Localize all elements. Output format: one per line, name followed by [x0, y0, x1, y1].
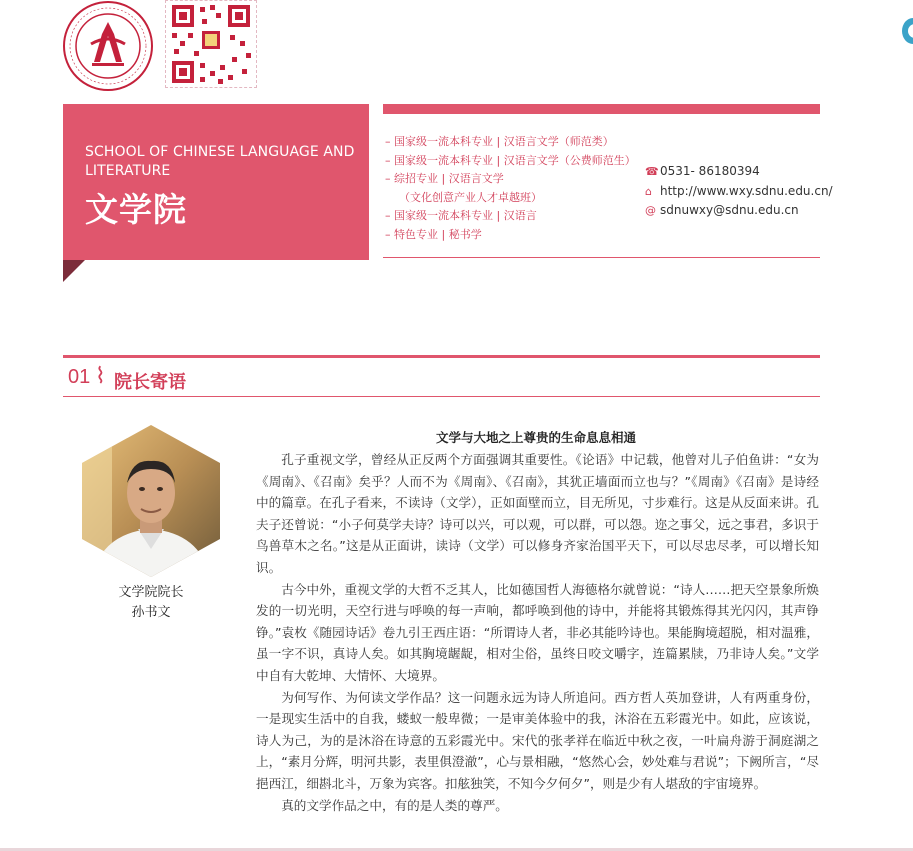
contact-phone: 0531- 86180394	[660, 164, 760, 178]
portrait-caption	[82, 583, 220, 623]
majors-top-rule	[383, 104, 820, 114]
major-item: – 国家级一流本科专业 | 汉语言文学（师范类）	[385, 135, 614, 148]
school-banner	[63, 104, 369, 260]
major-item: – 综招专业 | 汉语言文学	[385, 172, 504, 185]
section-title: 院长寄语	[114, 372, 186, 393]
portrait-image	[82, 425, 220, 577]
article-paragraph: 孔子重视文学，曾经从正反两个方面强调其重要性。《论语》中记载，他曾对儿子伯鱼讲：“女为《周南》、《召南》矣乎？人而不为《周南》、《召南》，其犹正墙面而立也与？”《周南》《召南》是诗经中的篇章。在孔子看来，不读诗（文学），正如面壁而立，目无所见，寸步难行。这是从反面来讲。孔夫子还曾说：“小子何莫学夫诗？诗可以兴，可以观，可以群，可以怨。迩之事父，远之事君，多识于鸟兽草木之名。”这是从正面讲，读诗（文学）可以修身齐家治国平天下，可以尽忠尽孝，可以增长知识。	[256, 452, 819, 575]
caption-title: 文学院院长	[118, 585, 184, 600]
phone-icon: ☎	[645, 165, 659, 178]
section-divider-icon: ⌇	[95, 364, 106, 389]
university-seal-icon	[62, 0, 154, 92]
dean-portrait	[82, 425, 220, 577]
article-paragraph: 为何写作、为何读文学作品？这一问题永远为诗人所追问。西方哲人英加登讲，人有两重身份，一是现实生活中的自我，蝼蚁一般卑微；一是审美体验中的我，沐浴在五彩霞光中。如此，应该说，诗人为己，为的是沐浴在诗意的五彩霞光中。宋代的张孝祥在临近中秋之夜，一叶扁舟游于洞庭湖之上，“素月分辉，明河共影，表里俱澄澈”，心与景相融，“悠然心会，妙处难与君说”；下阙所言，“尽挹西江，细斟北斗，万象为宾客。扣舷独笑，不知今夕何夕”，则是少有人堪敌的宇宙境界。	[256, 689, 819, 791]
article-title: 文学与大地之上尊贵的生命息息相通	[435, 430, 636, 445]
majors-list	[385, 133, 645, 244]
contact-info	[645, 162, 833, 221]
major-item: – 国家级一流本科专业 | 汉语言	[385, 209, 537, 222]
majors-bottom-rule	[383, 257, 820, 258]
banner-fold	[63, 260, 85, 282]
section-number: 01	[68, 366, 91, 388]
contact-email[interactable]: sdnuwxy@sdnu.edu.cn	[660, 203, 799, 217]
major-item: – 国家级一流本科专业 | 汉语言文学（公费师范生）	[385, 153, 636, 167]
school-name-cn: 文学院	[85, 190, 187, 229]
contact-website[interactable]: http://www.wxy.sdnu.edu.cn/	[660, 183, 833, 198]
major-item: – 特色专业 | 秘书学	[385, 227, 482, 241]
qr-code-icon	[166, 1, 256, 87]
section-top-rule	[63, 355, 820, 358]
qr-code	[165, 0, 257, 88]
article-paragraph: 真的文学作品之中，有的是人类的尊严。	[281, 797, 508, 813]
major-item: （文化创意产业人才卓越班）	[399, 190, 542, 204]
university-logo	[62, 0, 154, 92]
email-icon: @	[645, 204, 656, 217]
caption-name: 孙书文	[131, 605, 171, 620]
home-icon: ⌂	[645, 184, 652, 198]
article-body	[256, 449, 819, 816]
page-edge-marker	[902, 18, 913, 44]
section-bottom-rule	[63, 396, 820, 397]
article-paragraph: 古今中外，重视文学的大哲不乏其人，比如德国哲人海德格尔就曾说：“诗人……把天空景象所焕发的一切光明，天空行进与呼唤的每一声响，都呼唤到他的诗中，并能将其锻炼得其光闪闪，其声铮铮。”袁枚《随园诗话》卷九引王西庄语：“所谓诗人者，非必其能吟诗也。果能胸境超脱，相对温雅，虽一字不识，真诗人矣。如其胸境龌龊，相对尘俗，虽终日咬文嚼字，连篇累牍，乃非诗人矣。”文学中自有大乾坤、大情怀、大境界。	[256, 581, 819, 683]
school-name-en: SCHOOL OF CHINESE LANGUAGE AND LITERATURE	[85, 144, 355, 179]
